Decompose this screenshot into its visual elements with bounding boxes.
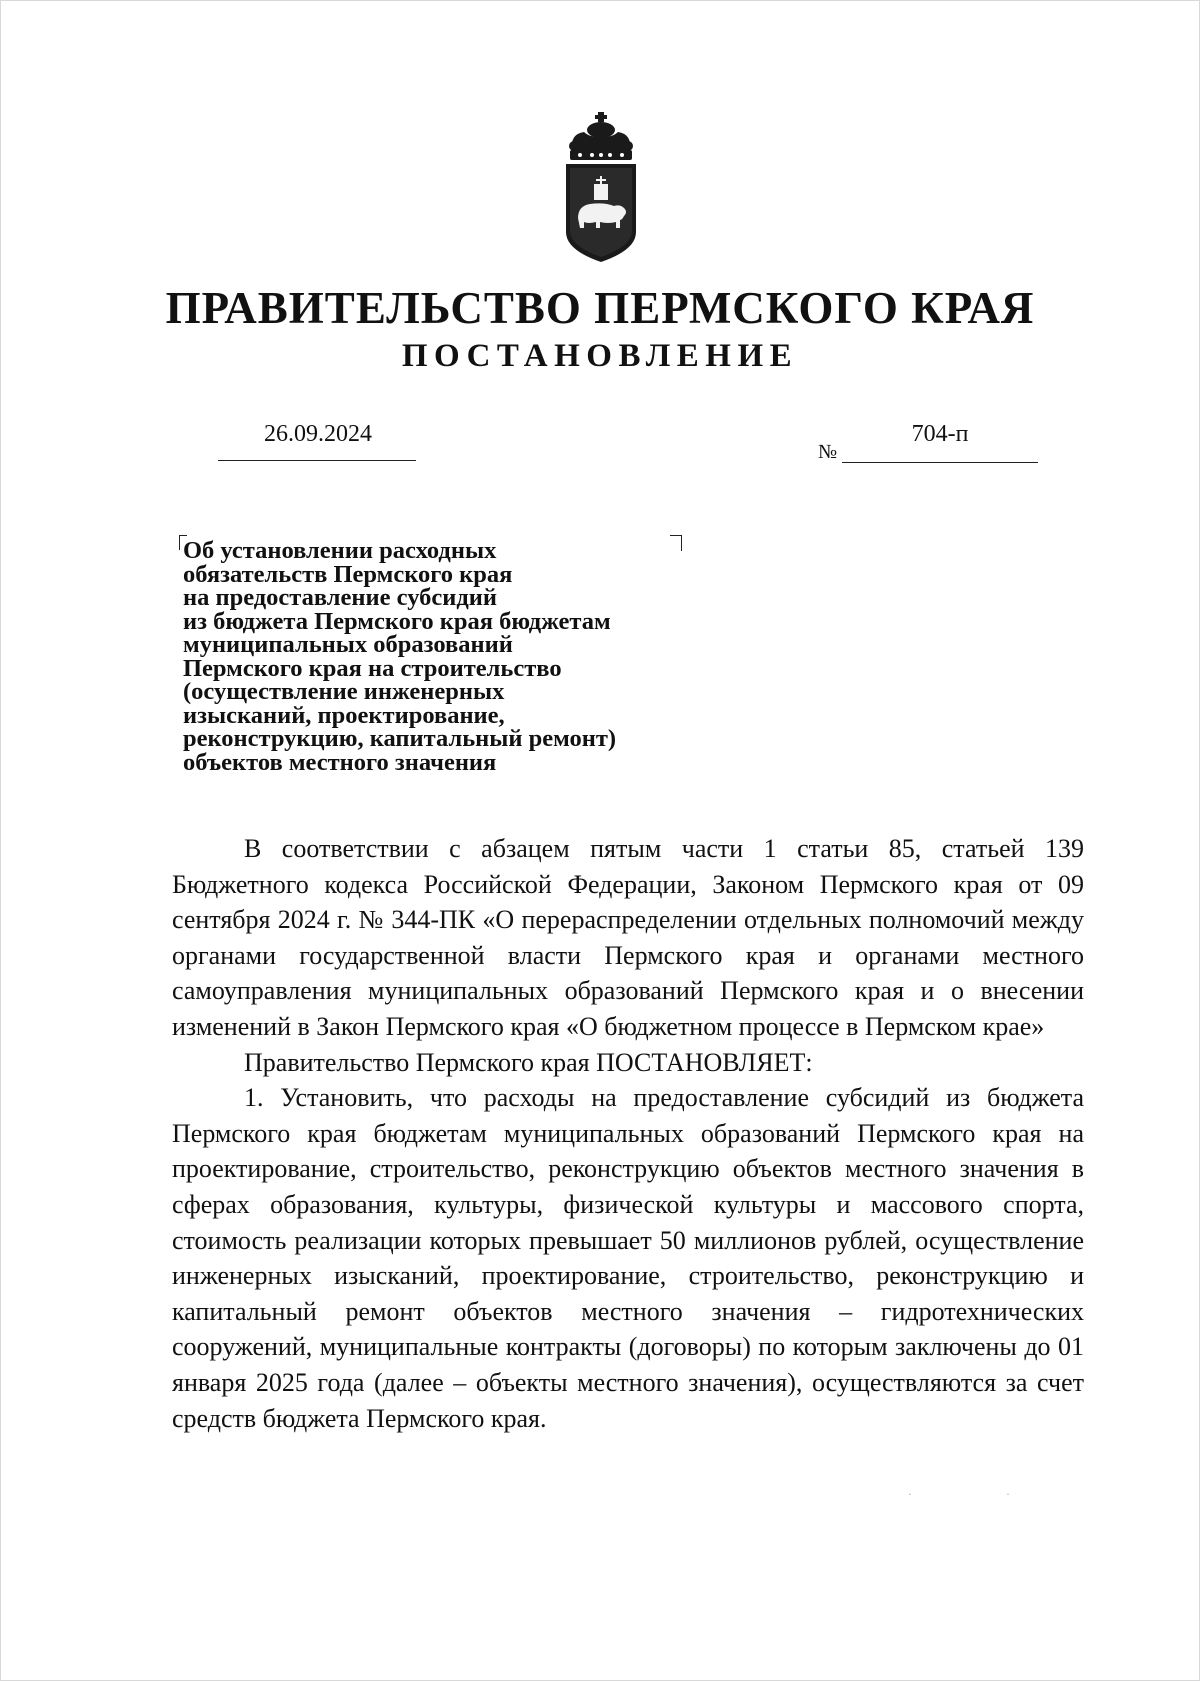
document-type: ПОСТАНОВЛЕНИЕ bbox=[401, 338, 799, 374]
preamble-paragraph: В соответствии с абзацем пятым части 1 статьи 85, статьей 139 Бюджетного кодекса Российской Федерации, Законом Пермского края от 09 сентября 2024 г. № 344-ПК «О перераспределении отдельных полномочий между органами государственной власти Пермского края и органами местного самоуправления муниципальных образований Пермского края и о внесении изменений в Закон Пермского края «О бюджетном процессе в Пермском крае» bbox=[172, 834, 1084, 1041]
subject-line: на предоставление субсидий bbox=[183, 584, 497, 611]
document-date: 26.09.2024 bbox=[264, 421, 372, 447]
subject-line: (осуществление инженерных bbox=[183, 678, 505, 705]
number-underline bbox=[842, 462, 1038, 463]
scan-speck: · bbox=[908, 1487, 912, 1501]
scan-speck: · bbox=[1006, 1487, 1010, 1501]
document-number: 704-п bbox=[911, 421, 969, 447]
subject-line: изысканий, проектирование, bbox=[183, 701, 505, 729]
date-underline bbox=[218, 460, 416, 461]
subject-line: из бюджета Пермского края бюджетам bbox=[183, 607, 611, 635]
subject-line: муниципальных образований bbox=[183, 631, 513, 658]
subject-line: Об установлении расходных bbox=[183, 537, 497, 564]
subject-line: объектов местного значения bbox=[183, 748, 497, 776]
document-subject bbox=[183, 539, 703, 774]
clause-1-paragraph: 1. Установить, что расходы на предоставление субсидий из бюджета Пермского края бюджетам муниципальных образований Пермского края на проектирование, строительство, реконструкцию объектов местного значения в сферах образования, культуры, физической культуры и массового спорта, стоимость реализации которых превышает 50 миллионов рублей, осуществление инженерных изысканий, проектирование, строительство, реконструкцию и капитальный ремонт объектов местного значения – гидротехнических сооружений, муниципальные контракты (договоры) по которым заключены до 01 января 2025 года (далее – объекты местного значения), осуществляются за счет средств бюджета Пермского края. bbox=[172, 1083, 1084, 1433]
document-body bbox=[172, 831, 1084, 1436]
perm-krai-coat-of-arms-icon bbox=[560, 112, 642, 264]
resolves-paragraph: Правительство Пермского края ПОСТАНОВЛЯЕТ: bbox=[244, 1047, 813, 1077]
subject-line: обязательств Пермского края bbox=[183, 560, 513, 588]
subject-line: реконструкцию, капитальный ремонт) bbox=[183, 725, 617, 752]
number-label: № bbox=[818, 441, 838, 463]
organization-title: ПРАВИТЕЛЬСТВО ПЕРМСКОГО КРАЯ bbox=[165, 283, 1035, 333]
subject-line: Пермского края на строительство bbox=[183, 654, 562, 682]
